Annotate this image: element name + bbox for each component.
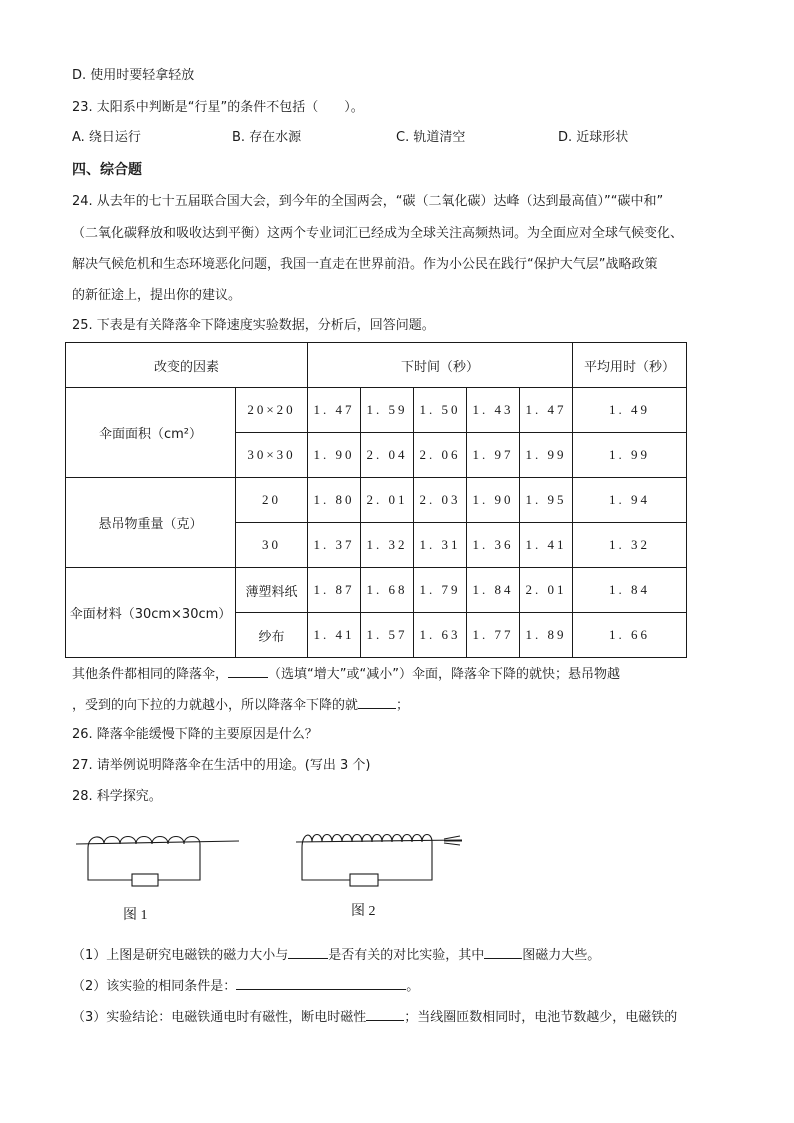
q23-option-a: A. 绕日运行 [72,130,141,145]
time-cell: 1. 47 [308,388,361,433]
q25-fill-line-1 [72,663,620,685]
q25-fill-line-2 [72,694,409,716]
group-name: 伞面面积（cm²） [66,388,236,478]
table-row [66,478,687,523]
time-cell: 2. 04 [361,433,414,478]
group-name: 悬吊物重量（克） [66,478,236,568]
q27-text: 27. 请举例说明降落伞在生活中的用途。(写出 3 个) [72,758,371,773]
q23-option-d: D. 近球形状 [558,130,629,145]
time-cell: 1. 97 [467,433,520,478]
table-row [66,388,687,433]
wire-right [158,844,200,880]
time-cell: 1. 90 [308,433,361,478]
q25-fill-text: ，受到的向下拉的力就越小，所以降落伞下降的就 [72,698,359,713]
time-cell: 1. 59 [361,388,414,433]
q23-option-b: B. 存在水源 [232,130,302,145]
level-cell: 30×30 [236,433,308,478]
level-cell: 纱布 [236,613,308,658]
avg-cell: 1. 32 [573,523,687,568]
time-cell: 2. 01 [361,478,414,523]
time-cell: 1. 80 [308,478,361,523]
time-cell: 1. 50 [414,388,467,433]
time-cell: 1. 32 [361,523,414,568]
nail-shaft [296,840,462,842]
q25-fill-text: ； [396,698,410,713]
time-cell: 1. 36 [467,523,520,568]
time-cell: 1. 43 [467,388,520,433]
q28-sub1-text: （1）上图是研究电磁铁的磁力大小与 [72,948,289,963]
time-cell: 1. 84 [467,568,520,613]
answer-blank[interactable] [358,694,396,709]
time-cell: 1. 95 [520,478,573,523]
time-cell: 1. 89 [520,613,573,658]
q24-line-4: 的新征途上，提出你的建议。 [72,288,242,303]
figure-1-electromagnet-diagram [74,828,244,890]
avg-cell: 1. 49 [573,388,687,433]
level-cell: 30 [236,523,308,568]
q25-fill-text: （选填“增大”或“减小”）伞面，降落伞下降的就快；悬吊物越 [268,667,620,682]
level-cell: 20×20 [236,388,308,433]
answer-blank[interactable] [366,1006,404,1021]
time-cell: 1. 47 [520,388,573,433]
parachute-data-table [65,342,687,658]
q24-line-2: （二氧化碳释放和吸收达到平衡）这两个专业词汇已经成为全球关注高频热词。为全面应对全球气候变化、 [72,226,684,241]
time-cell: 1. 87 [308,568,361,613]
time-cell: 1. 57 [361,613,414,658]
q24-line-3: 解决气候危机和生态环境恶化问题，我国一直走在世界前沿。作为小公民在践行“保护大气层”战略政策 [72,257,658,272]
answer-blank[interactable] [236,975,406,990]
q28-text: 28. 科学探究。 [72,789,162,804]
header-time: 下时间（秒） [308,343,573,388]
time-cell: 1. 77 [467,613,520,658]
avg-cell: 1. 66 [573,613,687,658]
header-factor: 改变的因素 [66,343,308,388]
time-cell: 1. 41 [520,523,573,568]
answer-blank[interactable] [228,663,268,678]
time-cell: 2. 01 [520,568,573,613]
level-cell: 薄塑料纸 [236,568,308,613]
time-cell: 1. 63 [414,613,467,658]
q28-sub3-text: （3）实验结论：电磁铁通电时有磁性，断电时磁性 [72,1010,367,1025]
q26-text: 26. 降落伞能缓慢下降的主要原因是什么？ [72,727,318,742]
q28-sub2-text: 。 [406,979,420,994]
q23-stem: 23. 太阳系中判断是“行星”的条件不包括（ ）。 [72,100,364,115]
time-cell: 1. 37 [308,523,361,568]
avg-cell: 1. 99 [573,433,687,478]
nail-shaft [76,841,239,844]
header-avg: 平均用时（秒） [573,343,687,388]
answer-blank[interactable] [288,944,328,959]
figure-1-caption: 图 1 [123,908,148,923]
table-header-row [66,343,687,388]
time-cell: 1. 99 [520,433,573,478]
level-cell: 20 [236,478,308,523]
time-cell: 1. 79 [414,568,467,613]
time-cell: 2. 03 [414,478,467,523]
q25-stem: 25. 下表是有关降落伞下降速度实验数据，分析后，回答问题。 [72,318,435,333]
q28-sub1-text: 图磁力大些。 [522,948,601,963]
answer-blank[interactable] [484,944,522,959]
wire-left [88,848,132,880]
time-cell: 2. 06 [414,433,467,478]
battery [350,874,378,886]
table-row [66,568,687,613]
q24-line-1: 24. 从去年的七十五届联合国大会，到今年的全国两会，“碳（二氧化碳）达峰（达到最高值）”“碳中和” [72,194,664,209]
time-cell: 1. 31 [414,523,467,568]
nail-tip [444,836,462,845]
q25-fill-text: 其他条件都相同的降落伞， [72,667,229,682]
q28-sub2-text: （2）该实验的相同条件是： [72,979,237,994]
battery [132,874,158,886]
section-title: 四、综合题 [72,162,142,178]
q28-sub3 [72,1006,677,1028]
time-cell: 1. 68 [361,568,414,613]
q28-sub2 [72,975,419,997]
avg-cell: 1. 84 [573,568,687,613]
q28-sub3-text: ；当线圈匝数相同时，电池节数越少，电磁铁的 [404,1010,678,1025]
q23-option-c: C. 轨道清空 [396,130,466,145]
time-cell: 1. 90 [467,478,520,523]
avg-cell: 1. 94 [573,478,687,523]
time-cell: 1. 41 [308,613,361,658]
wire-left [302,848,350,880]
group-name: 伞面材料（30cm×30cm） [66,568,236,658]
wire-right [378,842,432,880]
q28-sub1-text: 是否有关的对比实验，其中 [328,948,485,963]
figure-2-electromagnet-diagram [294,826,466,890]
q22-option-d: D. 使用时要轻拿轻放 [72,68,195,83]
figure-2-caption: 图 2 [351,904,376,919]
q28-sub1 [72,944,600,966]
